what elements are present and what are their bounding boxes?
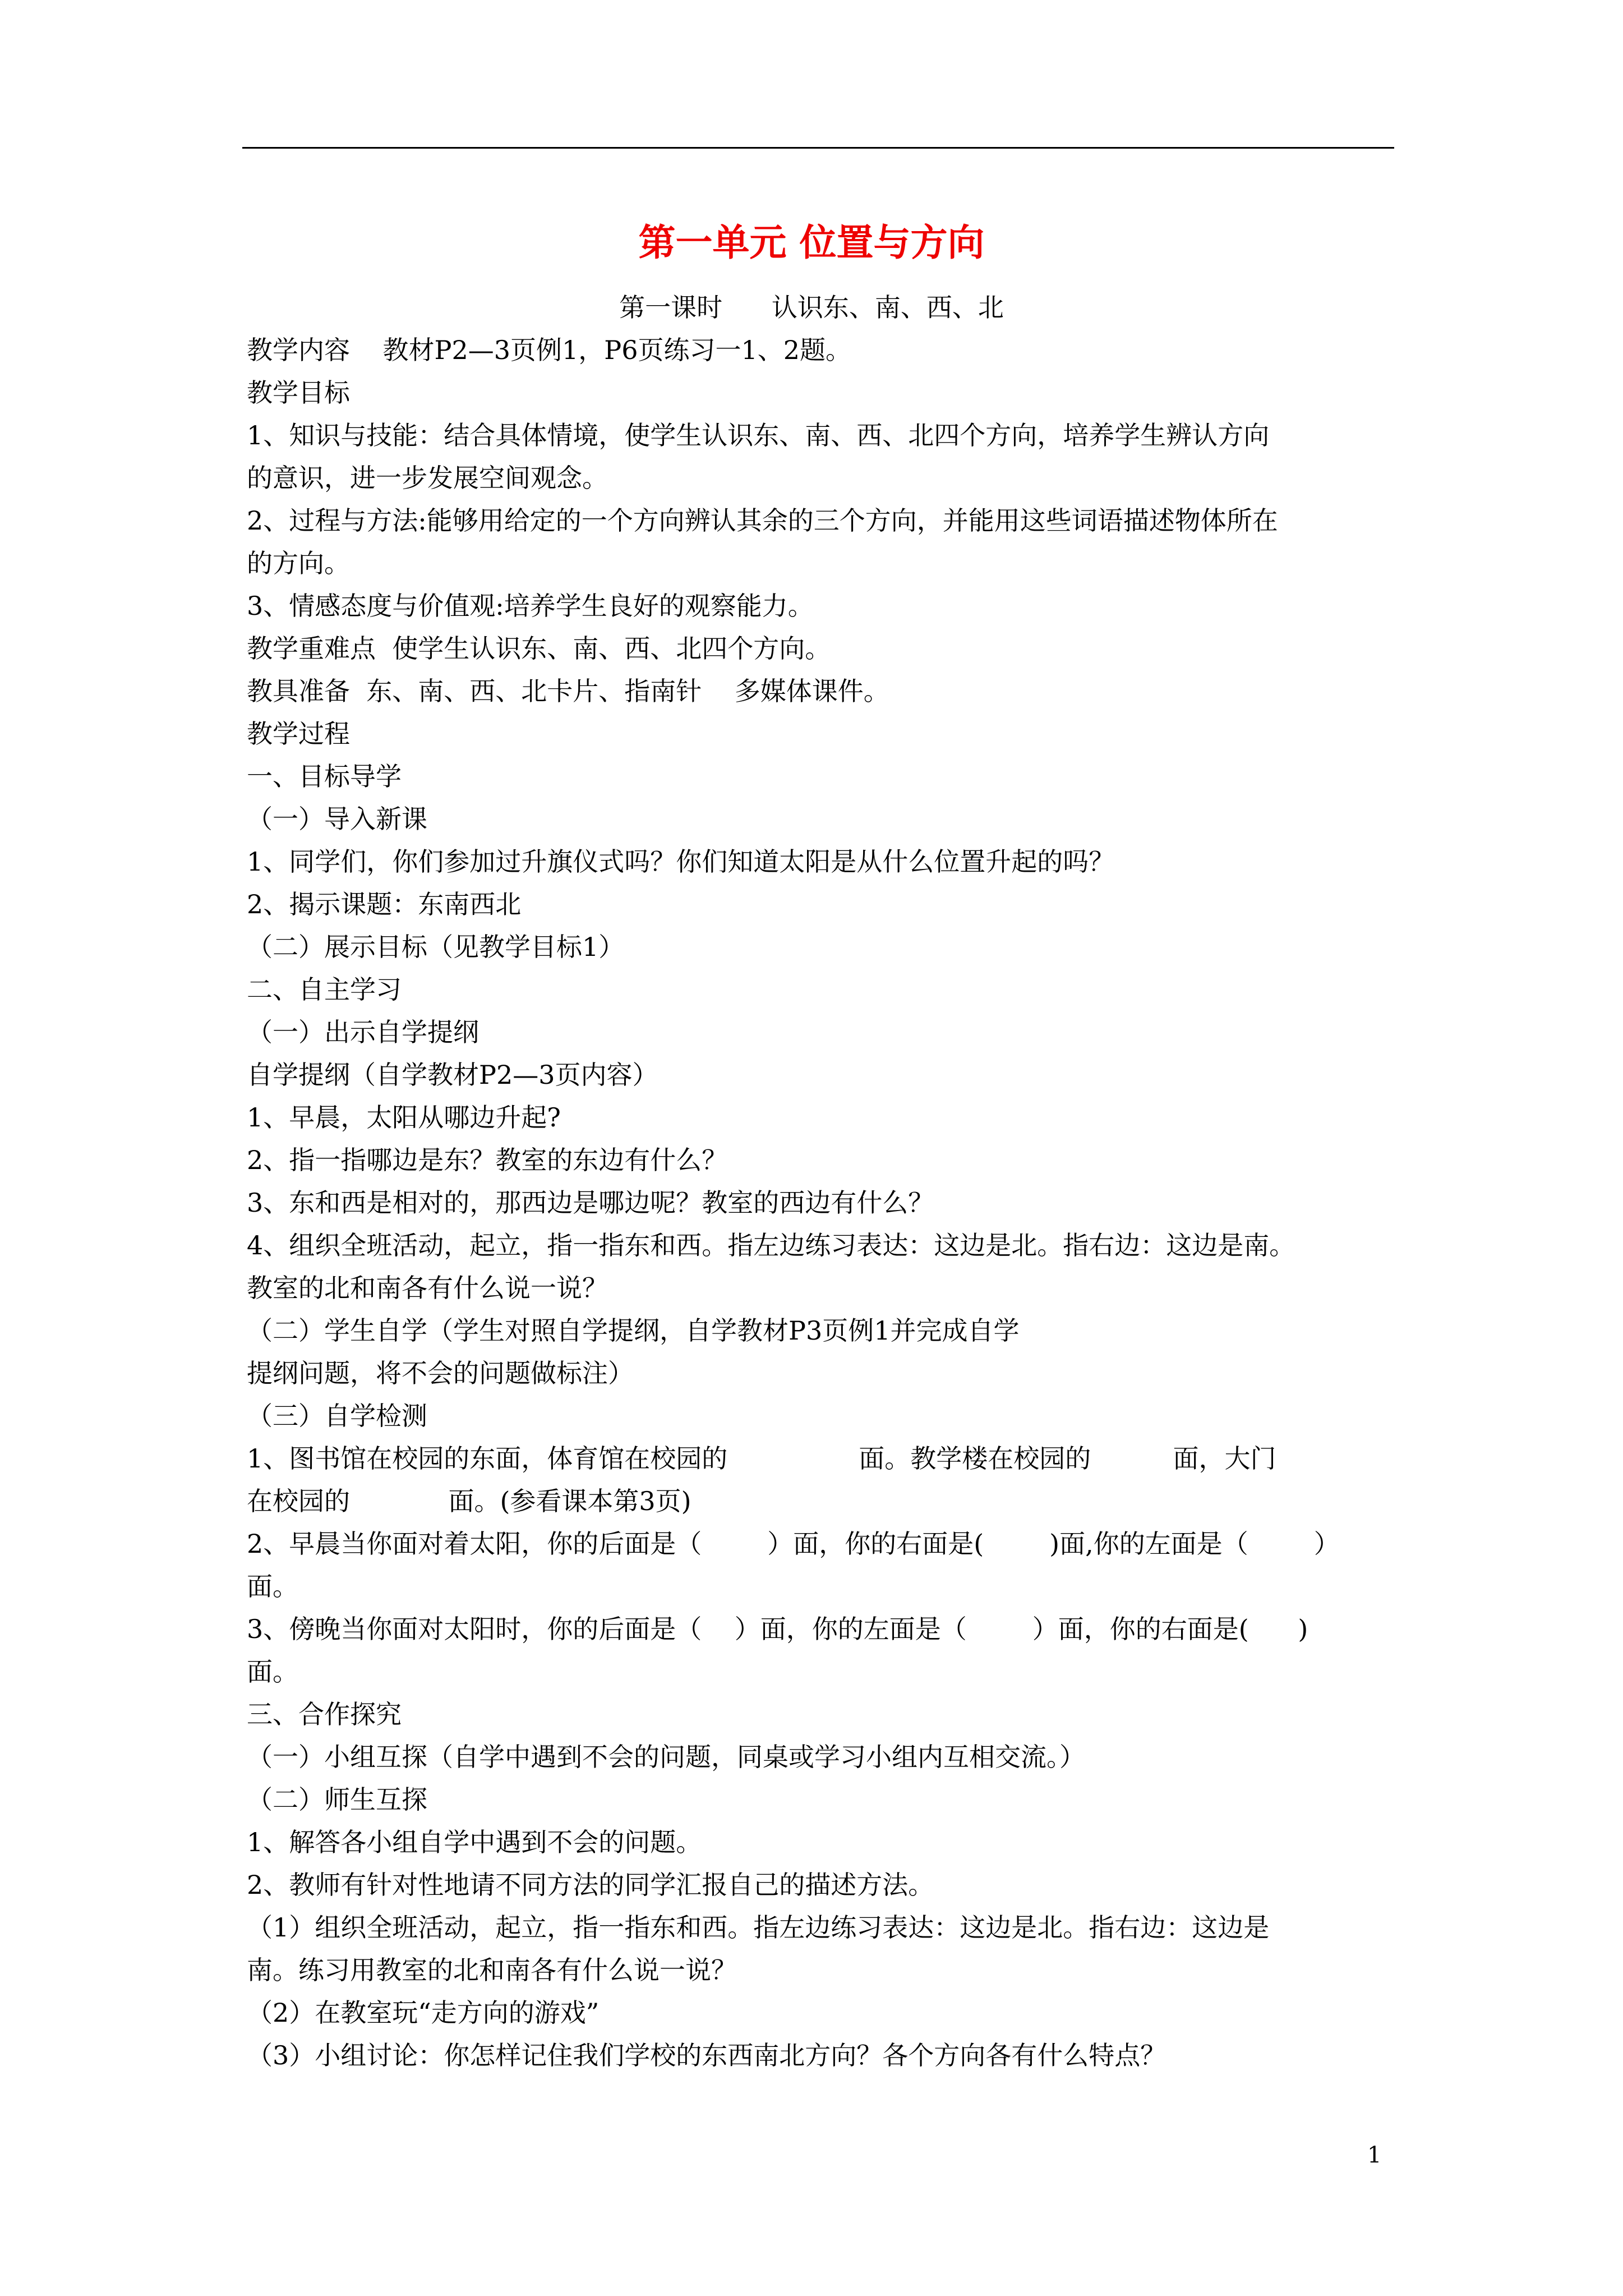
text-line: 教学内容 教材P2—3页例1，P6页练习一1、2题。 xyxy=(247,335,851,365)
text-line: 1、知识与技能：结合具体情境，使学生认识东、南、西、北四个方向，培养学生辨认方向 xyxy=(247,420,1270,450)
text-line: 教具准备 东、南、西、北卡片、指南针 多媒体课件。 xyxy=(247,676,889,706)
document-title: 第一单元 位置与方向 xyxy=(638,220,985,264)
text-line: 2、早晨当你面对着太阳，你的后面是（ ）面，你的右面是( )面,你的左面是（ ） xyxy=(247,1529,1340,1559)
text-line: 1、解答各小组自学中遇到不会的问题。 xyxy=(247,1827,702,1857)
text-line: 3、情感态度与价值观:培养学生良好的观察能力。 xyxy=(247,591,814,621)
text-line: （一）小组互探（自学中遇到不会的问题，同桌或学习小组内互相交流。） xyxy=(247,1742,1085,1772)
text-line: 南。练习用教室的北和南各有什么说一说？ xyxy=(247,1955,737,1985)
text-line: 3、傍晚当你面对太阳时，你的后面是（ ）面，你的左面是（ ）面，你的右面是( ) xyxy=(247,1614,1308,1644)
text-line: （2）在教室玩“走方向的游戏” xyxy=(247,1998,600,2028)
text-line: 2、指一指哪边是东？教室的东边有什么？ xyxy=(247,1145,728,1175)
text-line: 3、东和西是相对的，那西边是哪边呢？教室的西边有什么？ xyxy=(247,1188,934,1218)
text-line: 4、组织全班活动，起立，指一指东和西。指左边练习表达：这边是北。指右边：这边是南。 xyxy=(247,1230,1295,1260)
text-line: 1、早晨，太阳从哪边升起? xyxy=(247,1102,561,1133)
text-line: （1）组织全班活动，起立，指一指东和西。指左边练习表达：这边是北。指右边：这边是 xyxy=(247,1912,1270,1943)
text-line: 面。 xyxy=(247,1657,298,1687)
text-line: 1、图书馆在校园的东面，体育馆在校园的 面。教学楼在校园的 面，大门 xyxy=(247,1443,1276,1474)
text-line: （一）出示自学提纲 xyxy=(247,1017,479,1047)
text-line: （二）展示目标（见教学目标1） xyxy=(247,932,625,962)
document-body xyxy=(247,329,1402,2077)
text-line: 教学目标 xyxy=(247,378,350,408)
text-line: 面。 xyxy=(247,1571,298,1602)
lesson-subtitle: 第一课时 认识东、南、西、北 xyxy=(619,292,1004,323)
text-line: 自学提纲（自学教材P2—3页内容） xyxy=(247,1060,658,1090)
page-number: 1 xyxy=(1367,2142,1382,2168)
text-line: （三）自学检测 xyxy=(247,1401,427,1431)
text-line: （二）师生互探 xyxy=(247,1784,427,1815)
text-line: 教学重难点 使学生认识东、南、西、北四个方向。 xyxy=(247,633,831,664)
text-line: 一、目标导学 xyxy=(247,761,402,792)
text-line: 在校园的 面。(参看课本第3页) xyxy=(247,1486,691,1516)
text-line: 教学过程 xyxy=(247,719,350,749)
text-line: 的方向。 xyxy=(247,548,350,578)
text-line: 1、同学们，你们参加过升旗仪式吗？你们知道太阳是从什么位置升起的吗？ xyxy=(247,846,1115,877)
header-rule xyxy=(242,147,1394,149)
text-line: 2、过程与方法:能够用给定的一个方向辨认其余的三个方向，并能用这些词语描述物体所在 xyxy=(247,505,1278,536)
text-line: 2、揭示课题：东南西北 xyxy=(247,889,522,919)
text-line: 二、自主学习 xyxy=(247,974,402,1005)
text-line: （一）导入新课 xyxy=(247,804,427,834)
text-line: 三、合作探究 xyxy=(247,1699,402,1729)
text-line: （二）学生自学（学生对照自学提纲，自学教材P3页例1并完成自学 xyxy=(247,1315,1020,1346)
text-line: 2、教师有针对性地请不同方法的同学汇报自己的描述方法。 xyxy=(247,1870,934,1900)
text-line: 的意识，进一步发展空间观念。 xyxy=(247,463,608,493)
text-line: 提纲问题，将不会的问题做标注） xyxy=(247,1358,634,1388)
text-line: （3）小组讨论：你怎样记住我们学校的东西南北方向？各个方向各有什么特点？ xyxy=(247,2040,1166,2070)
text-line: 教室的北和南各有什么说一说？ xyxy=(247,1273,608,1303)
